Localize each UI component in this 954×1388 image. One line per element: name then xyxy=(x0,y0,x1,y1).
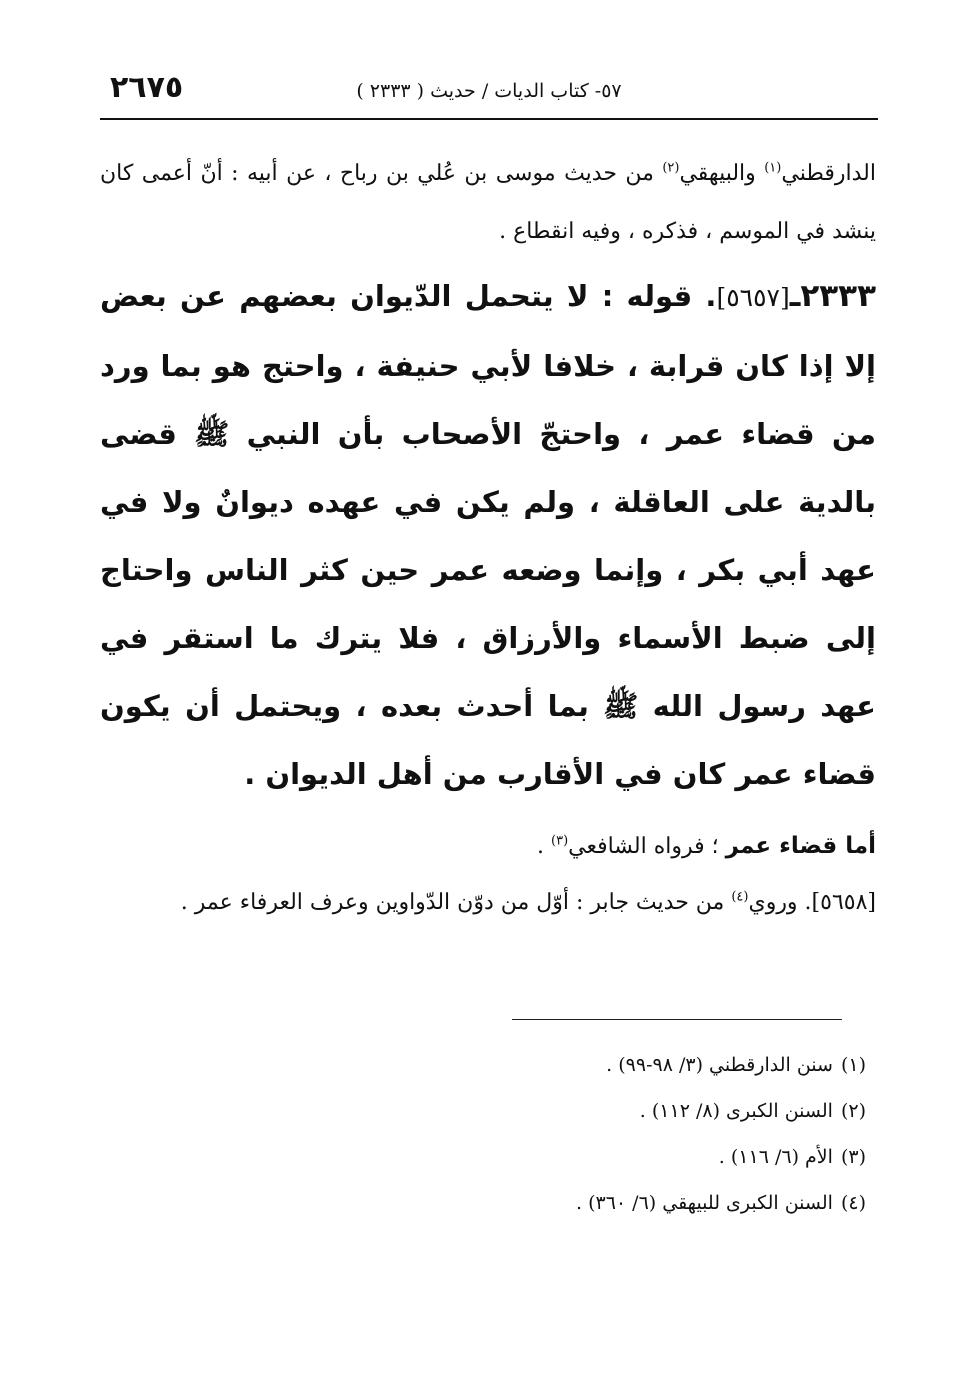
jabir-paragraph xyxy=(100,875,876,931)
jabir-reference: [٥٦٥٨] xyxy=(811,890,876,915)
footnote-1 xyxy=(100,1042,866,1088)
footnote-ref-2: (٢) xyxy=(662,160,680,176)
shafii-line xyxy=(100,818,876,875)
footnote-4 xyxy=(100,1180,866,1226)
shafii-end: . xyxy=(537,834,551,859)
footnote-number: (١) xyxy=(840,1054,866,1076)
hadith-paragraph xyxy=(100,262,876,808)
footnote-number: (٢) xyxy=(840,1100,866,1122)
intro-paragraph xyxy=(100,145,876,261)
jabir-end: من حديث جابر : أوّل من دوّن الدّواوين وعرف العرفاء عمر . xyxy=(180,890,732,915)
hadith-text: . قوله : لا يتحمل الدّيوان بعضهم عن بعض إلا إذا كان قرابة ، خلافا لأبي حنيفة ، واحتج هو بما ورد من قضاء عمر ، واحتجّ الأصحاب بأن النبي ﷺ قضى بالدية على العاقلة ، ولم يكن في عهده ديوانٌ ولا في عهد أبي بكر ، وإنما وضعه عمر حين كثر الناس واحتاج إلى ضبط الأسماء والأرزاق ، فلا يترك ما استقر في عهد رسول الله ﷺ بما أحدث بعده ، ويحتمل أن يكون قضاء عمر كان في الأقارب من أهل الديوان . xyxy=(100,279,876,791)
footnotes xyxy=(100,1042,866,1226)
footnote-separator xyxy=(512,1019,842,1020)
footnote-ref-3: (٣) xyxy=(551,833,569,849)
footnote-2 xyxy=(100,1088,866,1134)
footnote-number: (٣) xyxy=(840,1146,866,1168)
footnote-text: سنن الدارقطني (٣/ ٩٨-٩٩) . xyxy=(606,1054,833,1076)
umar-judgment-heading: أما قضاء عمر xyxy=(725,833,876,859)
jabir-text: . وروي xyxy=(748,890,812,915)
footnote-number: (٤) xyxy=(840,1192,866,1214)
intro-text-2: والبيهقي xyxy=(679,161,765,186)
footnote-ref-1: (١) xyxy=(764,160,782,176)
footnote-text: الأم (٦/ ١١٦) . xyxy=(718,1146,833,1168)
footnote-3 xyxy=(100,1134,866,1180)
footnote-text: السنن الكبرى للبيهقي (٦/ ٣٦٠) . xyxy=(575,1192,833,1214)
header-rule xyxy=(100,118,878,120)
page-header xyxy=(100,62,878,120)
intro-text-3: من حديث موسى بن عُلي بن رباح ، عن أبيه : أنّ أعمى كان ينشد في الموسم ، فذكره ، وفيه انقطاع . xyxy=(100,161,876,244)
running-head: ٥٧- كتاب الديات / حديث ( ٢٣٣٣ ) xyxy=(356,80,622,102)
intro-text-1: الدارقطني xyxy=(781,161,876,186)
footnote-ref-4: (٤) xyxy=(731,889,749,905)
after-section xyxy=(100,818,876,931)
shafii-text: ؛ فرواه الشافعي xyxy=(568,834,726,859)
hadith-number: ٢٣٣٣ـ xyxy=(789,278,876,314)
page-number: ٢٦٧٥ xyxy=(110,70,184,105)
footnote-text: السنن الكبرى (٨/ ١١٢) . xyxy=(639,1100,833,1122)
hadith-reference: [٥٦٥٧] xyxy=(716,283,790,312)
